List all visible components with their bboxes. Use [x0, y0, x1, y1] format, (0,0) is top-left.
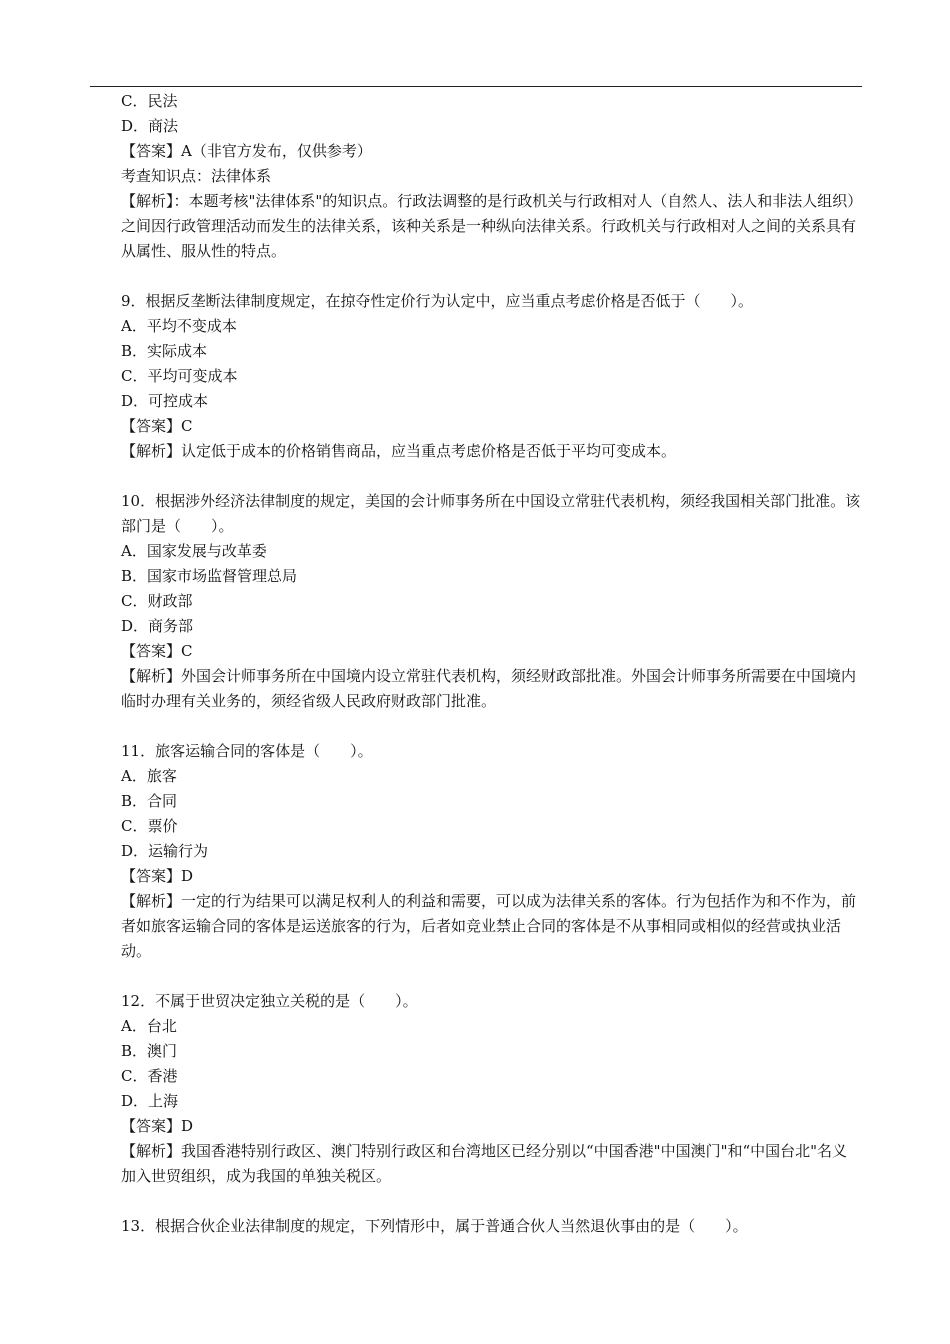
question-11-answer: 【答案】D	[121, 867, 194, 885]
knowledge-point: 考查知识点：法律体系	[121, 167, 272, 185]
header-rule	[90, 86, 862, 87]
question-11-option-c: C．票价	[121, 817, 178, 835]
question-11-option-d: D．运输行为	[121, 842, 209, 860]
question-10-option-b: B．国家市场监督管理总局	[121, 567, 298, 585]
question-9-option-b: B．实际成本	[121, 342, 208, 360]
question-9-analysis: 【解析】认定低于成本的价格销售商品，应当重点考虑价格是否低于平均可变成本。	[121, 442, 677, 460]
question-9-option-d: D．可控成本	[121, 392, 209, 410]
question-12-option-d: D．上海	[121, 1092, 179, 1110]
answer: 【答案】A（非官方发布，仅供参考）	[121, 142, 372, 160]
question-12-stem: 12．不属于世贸决定独立关税的是（ ）。	[121, 992, 418, 1010]
question-9-option-a: A．平均不变成本	[121, 317, 237, 335]
question-13-stem: 13．根据合伙企业法律制度的规定，下列情形中，属于普通合伙人当然退伙事由的是（ ）。	[121, 1217, 748, 1235]
question-10-answer: 【答案】C	[121, 642, 193, 660]
question-11-option-a: A．旅客	[121, 767, 177, 785]
question-10-analysis: 【解析】外国会计师事务所在中国境内设立常驻代表机构，须经财政部批准。外国会计师事务所需要在中国境内临时办理有关业务的，须经省级人民政府财政部门批准。	[121, 667, 857, 710]
question-12-analysis: 【解析】我国香港特别行政区、澳门特别行政区和台湾地区已经分别以“中国香港"中国澳门"和“中国台北"名义加入世贸组织，成为我国的单独关税区。	[121, 1142, 848, 1185]
question-10-option-d: D．商务部	[121, 617, 194, 635]
question-11-analysis: 【解析】一定的行为结果可以满足权利人的利益和需要，可以成为法律关系的客体。行为包括作为和不作为，前者如旅客运输合同的客体是运送旅客的行为，后者如竞业禁止合同的客体是不从事相同或相似的经营或执业活动。	[121, 892, 857, 960]
question-10-stem: 10．根据涉外经济法律制度的规定，美国的会计师事务所在中国设立常驻代表机构，须经我国相关部门批准。该部门是（ ）。	[121, 492, 861, 535]
question-9-answer: 【答案】C	[121, 417, 193, 435]
option-d: D．商法	[121, 117, 179, 135]
question-12-answer: 【答案】D	[121, 1117, 194, 1135]
question-10-option-a: A．国家发展与改革委	[121, 542, 267, 560]
question-12-option-c: C．香港	[121, 1067, 178, 1085]
question-11-stem: 11．旅客运输合同的客体是（ ）。	[121, 742, 373, 760]
option-c: C．民法	[121, 92, 178, 110]
question-9-stem: 9．根据反垄断法律制度规定，在掠夺性定价行为认定中，应当重点考虑价格是否低于（ ）。	[121, 292, 754, 310]
question-9-option-c: C．平均可变成本	[121, 367, 238, 385]
document-body	[90, 89, 862, 1239]
question-12-option-b: B．澳门	[121, 1042, 178, 1060]
question-11-option-b: B．合同	[121, 792, 178, 810]
question-12-option-a: A．台北	[121, 1017, 177, 1035]
analysis: 【解析】：本题考核"法律体系"的知识点。行政法调整的是行政机关与行政相对人（自然人、法人和非法人组织）之间因行政管理活动而发生的法律关系，该种关系是一种纵向法律关系。行政机关与行政相对人之间的关系具有从属性、服从性的特点。	[121, 192, 857, 260]
question-10-option-c: C．财政部	[121, 592, 193, 610]
